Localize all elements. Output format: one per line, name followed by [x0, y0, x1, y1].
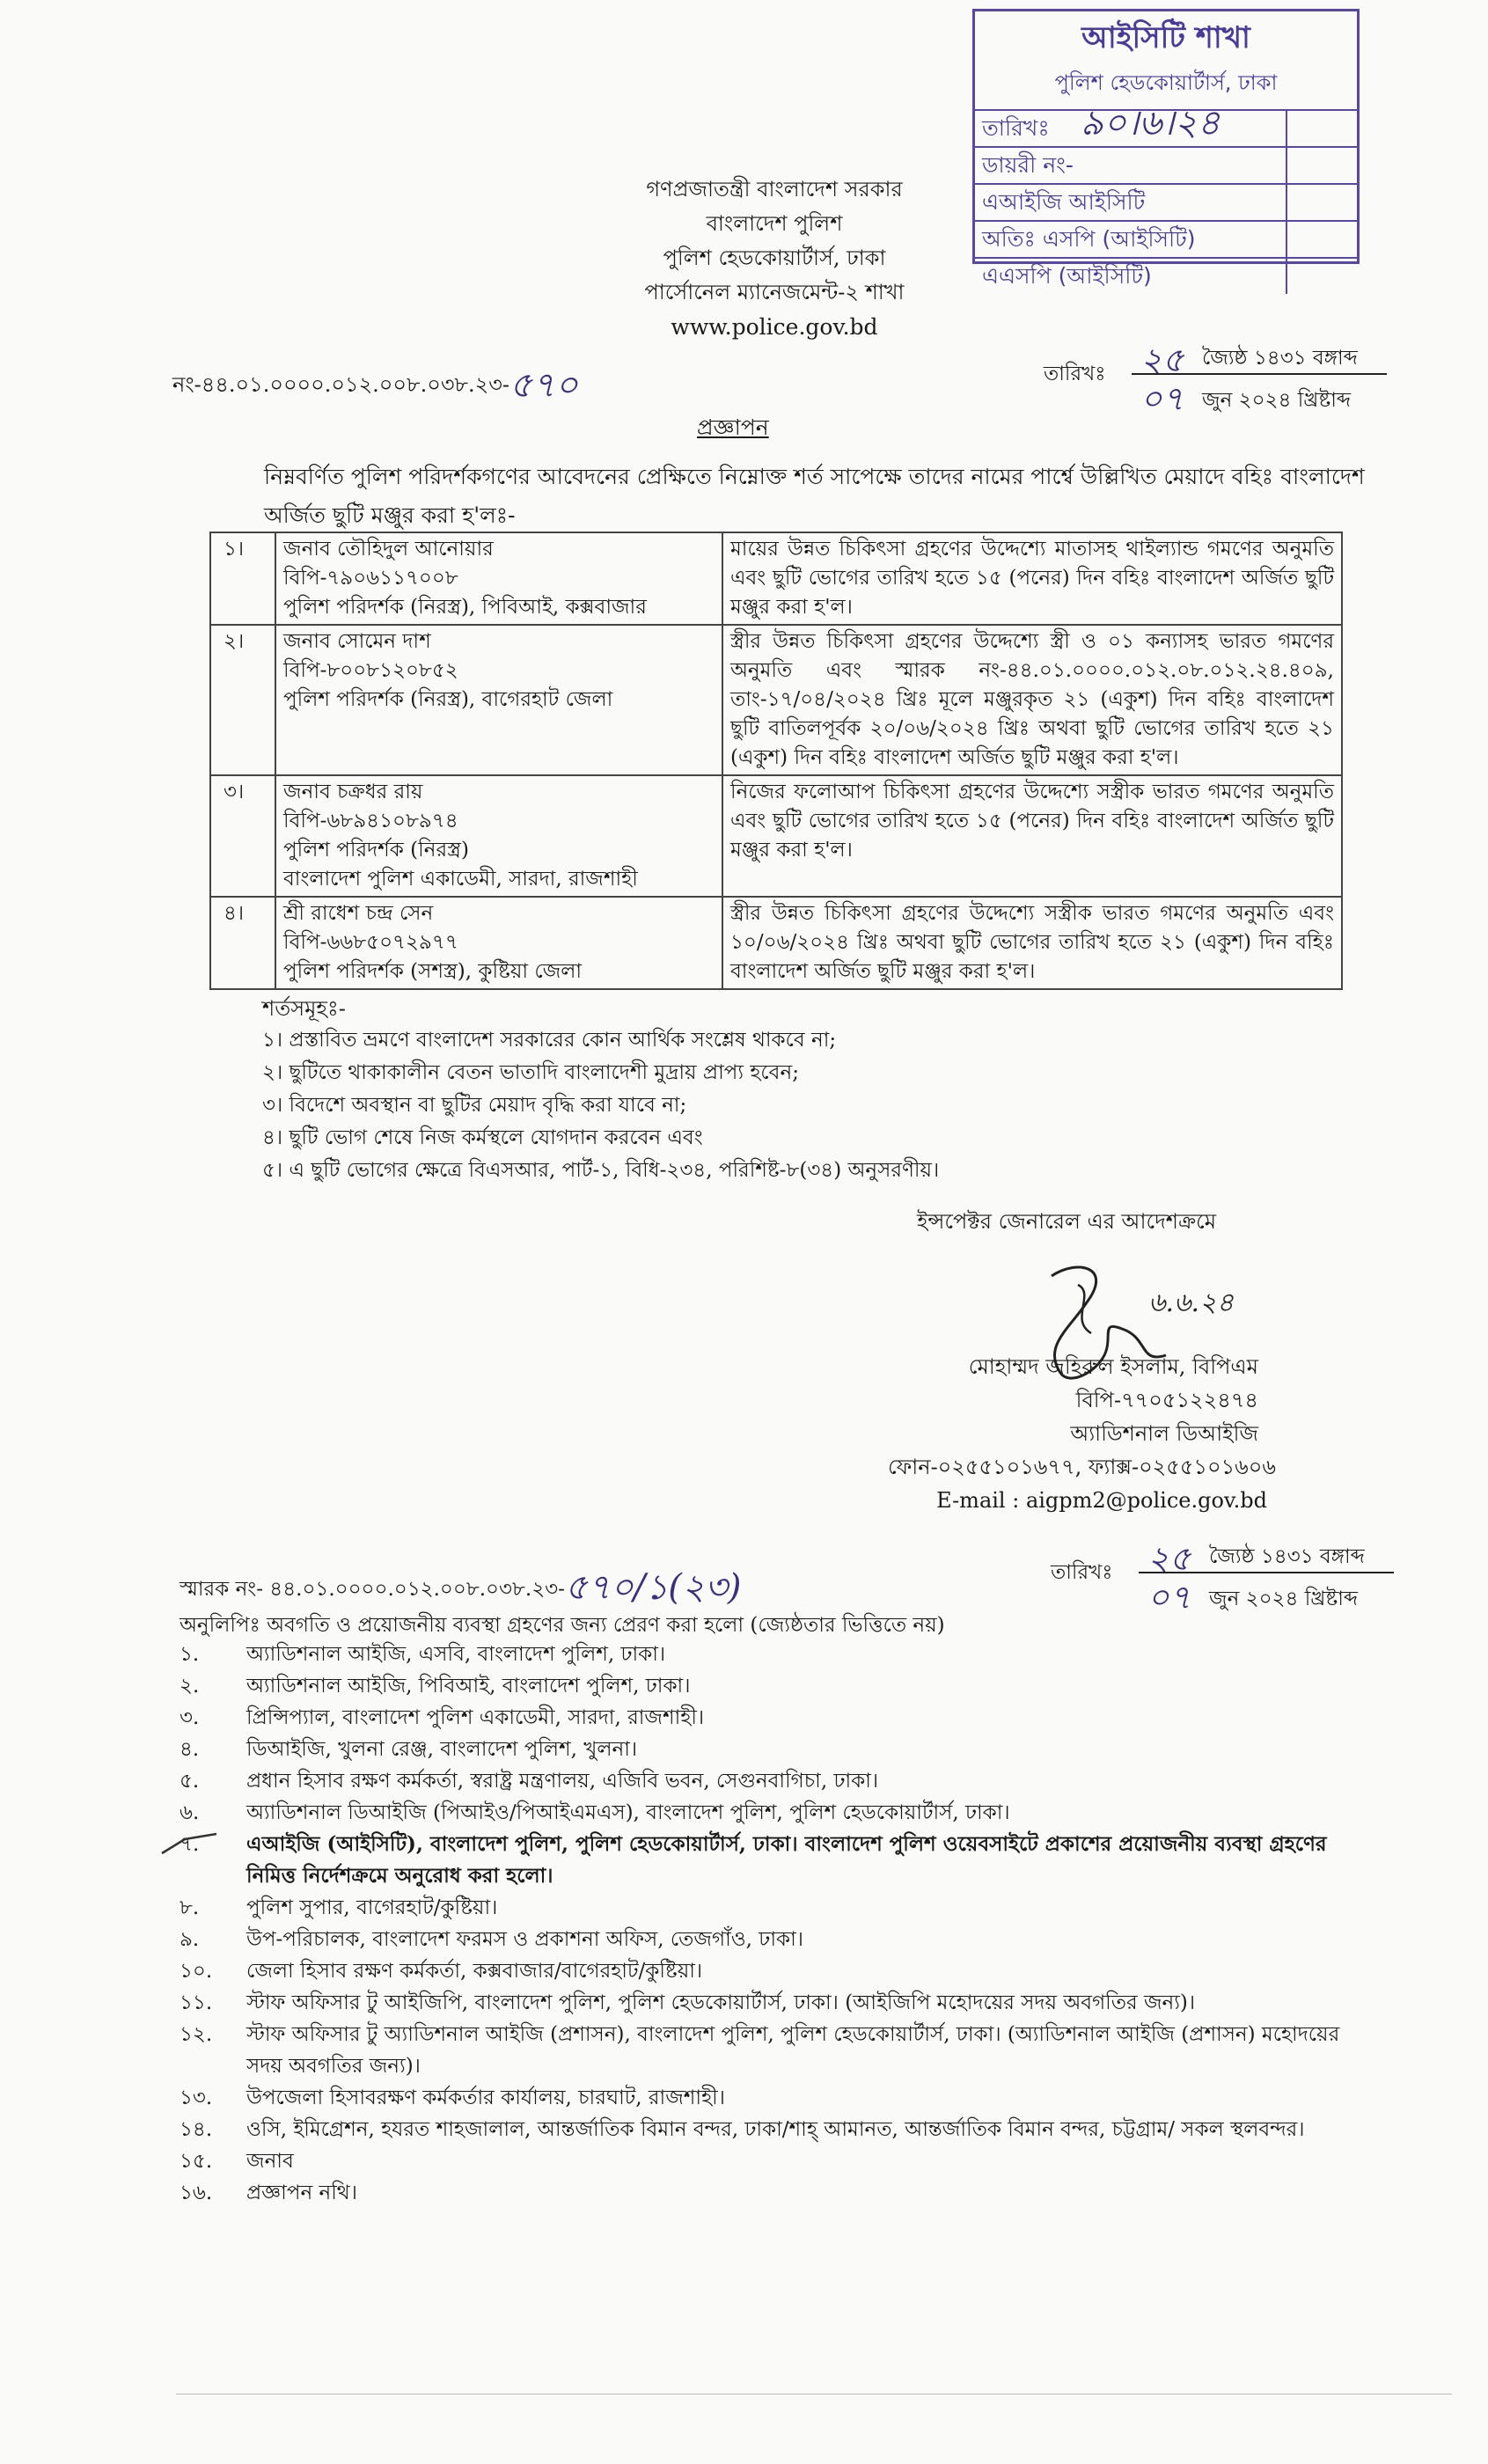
- letterhead-branch: পার্সোনেল ম্যানেজমেন্ট-২ শাখা: [644, 280, 905, 304]
- stamp-aig-label: এআইজি আইসিটি: [975, 185, 1287, 220]
- copy-to-recipient: প্রধান হিসাব রক্ষণ কর্মকর্তা, স্বরাষ্ট্র মন্ত্রণালয়, এজিবি ভবন, সেগুনবাগিচা, ঢাকা।: [246, 1770, 879, 1793]
- copy-to-item: [180, 1639, 1350, 1670]
- copy-to-item: [180, 1829, 1350, 1892]
- officer-line: বিপি-৭৯০৬১১৭০০৮: [283, 567, 458, 590]
- letterhead-police: বাংলাদেশ পুলিশ: [706, 211, 843, 236]
- ict-branch-stamp: [972, 9, 1360, 289]
- memo-date-en-day: ০৭: [1140, 379, 1184, 418]
- grant-officer: [275, 775, 722, 897]
- grant-row: [210, 532, 1342, 625]
- stamp-date-label: তারিখঃ: [982, 115, 1050, 141]
- letterhead-hq: পুলিশ হেডকোয়ার্টার্স, ঢাকা: [663, 246, 886, 270]
- stamp-table: [975, 109, 1357, 294]
- copy-to-serial: ১৬.: [180, 2182, 213, 2204]
- copy-to-item: [180, 1670, 1350, 1702]
- grant-description: মায়ের উন্নত চিকিৎসা গ্রহণের উদ্দেশ্যে মাতাসহ থাইল্যান্ড গমণের অনুমতি এবং ছুটি ভোগের তারিখ হতে ১৫ (পনের) দিন বহিঃ বাংলাদেশ অর্জিত ছুটি মঞ্জুর করা হ'ল।: [722, 532, 1342, 625]
- copy-to-list: [180, 1639, 1350, 2209]
- stamp-row-aig: [975, 185, 1357, 222]
- copy-to-serial: ১১.: [180, 1991, 213, 2014]
- copy-to-serial: ৭.: [180, 1833, 200, 1856]
- grant-serial: ১।: [210, 532, 275, 625]
- copy-to-recipient: স্টাফ অফিসার টু অ্যাডিশনাল আইজি (প্রশাসন), বাংলাদেশ পুলিশ, পুলিশ হেডকোয়ার্টার্স, ঢাকা। (অ্যাডিশনাল আইজি (প্রশাসন) মহোদয়ের সদয় অবগতির জন্য)।: [246, 2023, 1340, 2078]
- copy-memo-handwritten: ৫৭০/১(২৩): [564, 1567, 742, 1608]
- copy-to-recipient: জেলা হিসাব রক্ষণ কর্মকর্তা, কক্সবাজার/বাগেরহাট/কুষ্টিয়া।: [246, 1960, 703, 1983]
- grant-description: নিজের ফলোআপ চিকিৎসা গ্রহণের উদ্দেশ্যে সস্ত্রীক ভারত গমণের অনুমতি এবং ছুটি ভোগের তারিখ হতে ১৫ (পনের) দিন বহিঃ বাংলাদেশ অর্জিত ছুটি মঞ্জুর করা হ'ল।: [722, 775, 1342, 897]
- condition-item: ৫। এ ছুটি ভোগের ক্ষেত্রে বিএসআর, পার্ট-১, বিধি-২৩৪, পরিশিষ্ট-৮(৩৪) অনুসরণীয়।: [262, 1159, 940, 1182]
- condition-item: ১। প্রস্তাবিত ভ্রমণে বাংলাদেশ সরকারের কোন আর্থিক সংশ্লেষ থাকবে না;: [262, 1029, 837, 1052]
- copy-to-item: [180, 1797, 1350, 1829]
- stamp-asp-label: এএসপি (আইসিটি): [975, 259, 1287, 294]
- copy-date-bangla-day: ২৫: [1147, 1539, 1191, 1578]
- copy-to-item: [180, 1702, 1350, 1734]
- officer-line: জনাব তৌহিদুল আনোয়ার: [283, 538, 494, 561]
- grant-officer: [275, 532, 722, 625]
- letterhead: [528, 172, 1021, 344]
- by-order-of-ig: ইন্সপেক্টর জেনারেল এর আদেশক্রমে: [917, 1209, 1217, 1234]
- officer-line: শ্রী রাধেশ চন্দ্র সেন: [283, 902, 434, 925]
- copy-to-recipient: প্রজ্ঞাপন নথি।: [246, 2182, 357, 2204]
- officer-line: পুলিশ পরিদর্শক (নিরস্ত্র): [283, 839, 469, 862]
- memo-date-en-rest: জুন ২০২৪ খ্রিষ্টাব্দ: [1202, 389, 1352, 412]
- copy-to-item: [180, 1924, 1350, 1955]
- copy-to-item: [180, 2019, 1350, 2082]
- grant-officer: [275, 625, 722, 775]
- condition-item: ৩। বিদেশে অবস্থান বা ছুটির মেয়াদ বৃদ্ধি করা যাবে না;: [262, 1094, 687, 1117]
- stamp-title: আইসিটি শাখা: [1081, 20, 1250, 55]
- condition-item: ২। ছুটিতে থাকাকালীন বেতন ভাতাদি বাংলাদেশী মুদ্রায় প্রাপ্য হবেন;: [262, 1061, 799, 1084]
- copy-to-serial: ১২.: [180, 2023, 213, 2046]
- signatory-email: E-mail : aigpm2@police.gov.bd: [936, 1488, 1267, 1513]
- grant-row: [210, 625, 1342, 775]
- stamp-row-diary: [975, 148, 1357, 185]
- stamp-subtitle: পুলিশ হেডকোয়ার্টার্স, ঢাকা: [1054, 70, 1278, 95]
- copy-to-item: [180, 2177, 1350, 2209]
- memo-date-label: তারিখঃ: [1044, 363, 1106, 385]
- officer-line: জনাব চক্রধর রায়: [283, 781, 423, 803]
- copy-to-recipient: অ্যাডিশনাল ডিআইজি (পিআইও/পিআইএমএস), বাংলাদেশ পুলিশ, পুলিশ হেডকোয়ার্টার্স, ঢাকা।: [246, 1801, 1010, 1824]
- copy-to-serial: ১৫.: [180, 2150, 213, 2173]
- memo-date-bangla-rest: জ্যৈষ্ঠ ১৪৩১ বঙ্গাব্দ: [1202, 347, 1358, 370]
- condition-item: ৪। ছুটি ভোগ শেষে নিজ কর্মস্থলে যোগদান করবেন এবং: [262, 1126, 703, 1149]
- grant-serial: ৪।: [210, 897, 275, 989]
- copy-to-serial: ৩.: [180, 1706, 200, 1729]
- copy-to-recipient: অ্যাডিশনাল আইজি, এসবি, বাংলাদেশ পুলিশ, ঢাকা।: [246, 1643, 666, 1666]
- officer-line: বিপি-৮০০৮১২০৮৫২: [283, 659, 458, 682]
- grant-row: [210, 775, 1342, 897]
- copy-date-label: তারিখঃ: [1051, 1561, 1113, 1584]
- stamp-row-addl-sp: [975, 222, 1357, 259]
- copy-to-item: [180, 2145, 1350, 2177]
- signatory-phone: ফোন-০২৫৫১০১৬৭৭, ফ্যাক্স-০২৫৫১০১৬০৬: [888, 1455, 1276, 1479]
- copy-to-item: [180, 1987, 1350, 2019]
- copy-to-recipient: জনাব: [246, 2150, 294, 2173]
- copy-to-serial: ২.: [180, 1675, 200, 1698]
- copy-to-serial: ৮.: [180, 1896, 200, 1919]
- officer-line: জনাব সোমেন দাশ: [283, 630, 431, 653]
- memo-number-handwritten: ৫৭০: [509, 365, 578, 406]
- officer-line: বাংলাদেশ পুলিশ একাডেমী, সারদা, রাজশাহী: [283, 868, 638, 891]
- copy-to-item: [180, 1892, 1350, 1924]
- memo-number: [172, 352, 578, 411]
- officer-line: পুলিশ পরিদর্শক (নিরস্ত্র), বাগেরহাট জেলা: [283, 688, 613, 711]
- officer-line: পুলিশ পরিদর্শক (নিরস্ত্র), পিবিআই, কক্সবাজার: [283, 596, 647, 619]
- copy-to-recipient: স্টাফ অফিসার টু আইজিপি, বাংলাদেশ পুলিশ, পুলিশ হেডকোয়ার্টার্স, ঢাকা। (আইজিপি মহোদয়ের সদয় অবগতির জন্য)।: [246, 1991, 1196, 2014]
- grant-description: স্ত্রীর উন্নত চিকিৎসা গ্রহণের উদ্দেশ্যে স্ত্রী ও ০১ কন্যাসহ ভারত গমণের অনুমতি এবং স্মারক নং-৪৪.০১.০০০০.০১২.০৮.০১২.২৪.৪০৯, তাং-১৭/০৪/২০২৪ খ্রিঃ মূলে মঞ্জুরকৃত ২১ (একুশ) দিন বহিঃ বাংলাদেশ ছুটি বাতিলপূর্বক ২০/০৬/২০২৪ খ্রিঃ অথবা ছুটি ভোগের তারিখ হতে ২১ (একুশ) দিন বহিঃ বাংলাদেশ অর্জিত ছুটি মঞ্জুর করা হ'ল।: [722, 625, 1342, 775]
- copy-to-recipient: উপজেলা হিসাবরক্ষণ কর্মকর্তার কার্যালয়, চারঘাট, রাজশাহী।: [246, 2086, 725, 2109]
- grant-serial: ২।: [210, 625, 275, 775]
- copy-to-serial: ১.: [180, 1643, 200, 1666]
- officer-line: বিপি-৬৬৮৫০৭২৯৭৭: [283, 931, 458, 954]
- copy-to-recipient: উপ-পরিচালক, বাংলাদেশ ফরমস ও প্রকাশনা অফিস, তেজগাঁও, ঢাকা।: [246, 1928, 803, 1951]
- stamp-diary-label: ডায়রী নং-: [975, 148, 1287, 183]
- conditions-title: শর্তসমূহঃ-: [262, 996, 346, 1021]
- notification-heading: প্রজ্ঞাপন: [697, 414, 769, 440]
- memo-date: [1044, 334, 1396, 422]
- copy-to-recipient: ওসি, ইমিগ্রেশন, হযরত শাহজালাল, আন্তর্জাতিক বিমান বন্দর, ঢাকা/শাহ্ আমানত, আন্তর্জাতিক বিমান বন্দর, চট্টগ্রাম/ সকল স্থলবন্দর।: [246, 2118, 1305, 2141]
- signatory-designation: অ্যাডিশনাল ডিআইজি: [1070, 1421, 1258, 1446]
- copy-memo-prefix: স্মারক নং- ৪৪.০১.০০০০.০১২.০০৮.০৩৮.২৩-: [180, 1578, 565, 1601]
- letterhead-website: www.police.gov.bd: [671, 314, 878, 340]
- officer-line: পুলিশ পরিদর্শক (সশস্ত্র), কুষ্টিয়া জেলা: [283, 960, 583, 983]
- copy-to-serial: ৪.: [180, 1738, 200, 1761]
- copy-memo-date: [1051, 1533, 1403, 1621]
- copy-to-recipient: প্রিন্সিপ্যাল, বাংলাদেশ পুলিশ একাডেমী, সারদা, রাজশাহী।: [246, 1706, 705, 1729]
- signatory-bp: বিপি-৭৭০৫১২২৪৭৪: [1075, 1388, 1258, 1412]
- copy-to-serial: ৯.: [180, 1928, 200, 1951]
- grant-serial: ৩।: [210, 775, 275, 897]
- signature-date: ৬.৬.২৪: [1148, 1287, 1235, 1318]
- tick-mark-icon: [158, 1830, 220, 1857]
- stamp-row-date: [975, 111, 1357, 148]
- copy-to-serial: ১৪.: [180, 2118, 213, 2141]
- copy-to-recipient: অ্যাডিশনাল আইজি, পিবিআই, বাংলাদেশ পুলিশ, ঢাকা।: [246, 1675, 691, 1698]
- copy-to-intro: অনুলিপিঃ অবগতি ও প্রয়োজনীয় ব্যবস্থা গ্রহণের জন্য প্রেরণ করা হলো (জ্যেষ্ঠতার ভিত্তিতে নয়): [180, 1614, 945, 1637]
- conditions-list: [262, 1024, 939, 1187]
- grant-officer: [275, 897, 722, 989]
- copy-to-serial: ১০.: [180, 1960, 213, 1983]
- letterhead-government: গণপ্রজাতন্ত্রী বাংলাদেশ সরকার: [646, 177, 903, 202]
- stamp-addl-sp-label: অতিঃ এসপি (আইসিটি): [975, 222, 1287, 257]
- copy-to-recipient: ডিআইজি, খুলনা রেঞ্জ, বাংলাদেশ পুলিশ, খুলনা।: [246, 1738, 638, 1761]
- copy-to-item: [180, 2082, 1350, 2114]
- copy-date-en-rest: জুন ২০২৪ খ্রিষ্টাব্দ: [1209, 1588, 1359, 1610]
- stamp-date-handwritten: ৯০।৬।২৪: [1081, 111, 1220, 143]
- copy-to-item: [180, 2114, 1350, 2145]
- grant-description: স্ত্রীর উন্নত চিকিৎসা গ্রহণের উদ্দেশ্যে সস্ত্রীক ভারত গমণের অনুমতি এবং ১০/০৬/২০২৪ খ্রিঃ অথবা ছুটি ভোগের তারিখ হতে ২১ (একুশ) দিন বহিঃ বাংলাদেশ অর্জিত ছুটি মঞ্জুর করা হ'ল।: [722, 897, 1342, 989]
- leave-grant-table: [209, 532, 1343, 990]
- memo-date-bangla-day: ২৫: [1140, 341, 1184, 379]
- memo-number-prefix: নং-৪৪.০১.০০০০.০১২.০০৮.০৩৮.২৩-: [172, 372, 509, 397]
- signatory-block: [880, 1350, 1276, 1517]
- intro-text: নিম্নবর্ণিত পুলিশ পরিদর্শকগণের আবেদনের প্রেক্ষিতে নিম্নোক্ত শর্ত সাপেক্ষে তাদের নামের পার্শ্বে উল্লিখিত মেয়াদে বহিঃ বাংলাদেশ অর্জিত ছুটি মঞ্জুর করা হ'লঃ-: [264, 464, 1365, 528]
- copy-to-item: [180, 1765, 1350, 1797]
- copy-memo-number: [180, 1556, 742, 1615]
- copy-to-recipient: এআইজি (আইসিটি), বাংলাদেশ পুলিশ, পুলিশ হেডকোয়ার্টার্স, ঢাকা। বাংলাদেশ পুলিশ ওয়েবসাইটে প্রকাশের প্রয়োজনীয় ব্যবস্থা গ্রহণের নিমিত্ত নির্দেশক্রমে অনুরোধ করা হলো।: [246, 1832, 1327, 1888]
- copy-to-serial: ১৩.: [180, 2086, 213, 2109]
- copy-to-item: [180, 1734, 1350, 1765]
- copy-to-item: [180, 1955, 1350, 1987]
- copy-to-serial: ৬.: [180, 1801, 200, 1824]
- grant-row: [210, 897, 1342, 989]
- copy-date-bangla-rest: জ্যৈষ্ঠ ১৪৩১ বঙ্গাব্দ: [1209, 1545, 1365, 1568]
- copy-to-serial: ৫.: [180, 1770, 200, 1793]
- copy-to-recipient: পুলিশ সুপার, বাগেরহাট/কুষ্টিয়া।: [246, 1896, 498, 1919]
- stamp-row-asp: [975, 259, 1357, 294]
- officer-line: বিপি-৬৮৯৪১০৮৯৭৪: [283, 810, 458, 832]
- intro-paragraph: [176, 458, 1373, 535]
- signatory-name: মোহাম্মদ জহিরুল ইসলাম, বিপিএম: [968, 1354, 1258, 1379]
- copy-date-en-day: ০৭: [1147, 1578, 1191, 1617]
